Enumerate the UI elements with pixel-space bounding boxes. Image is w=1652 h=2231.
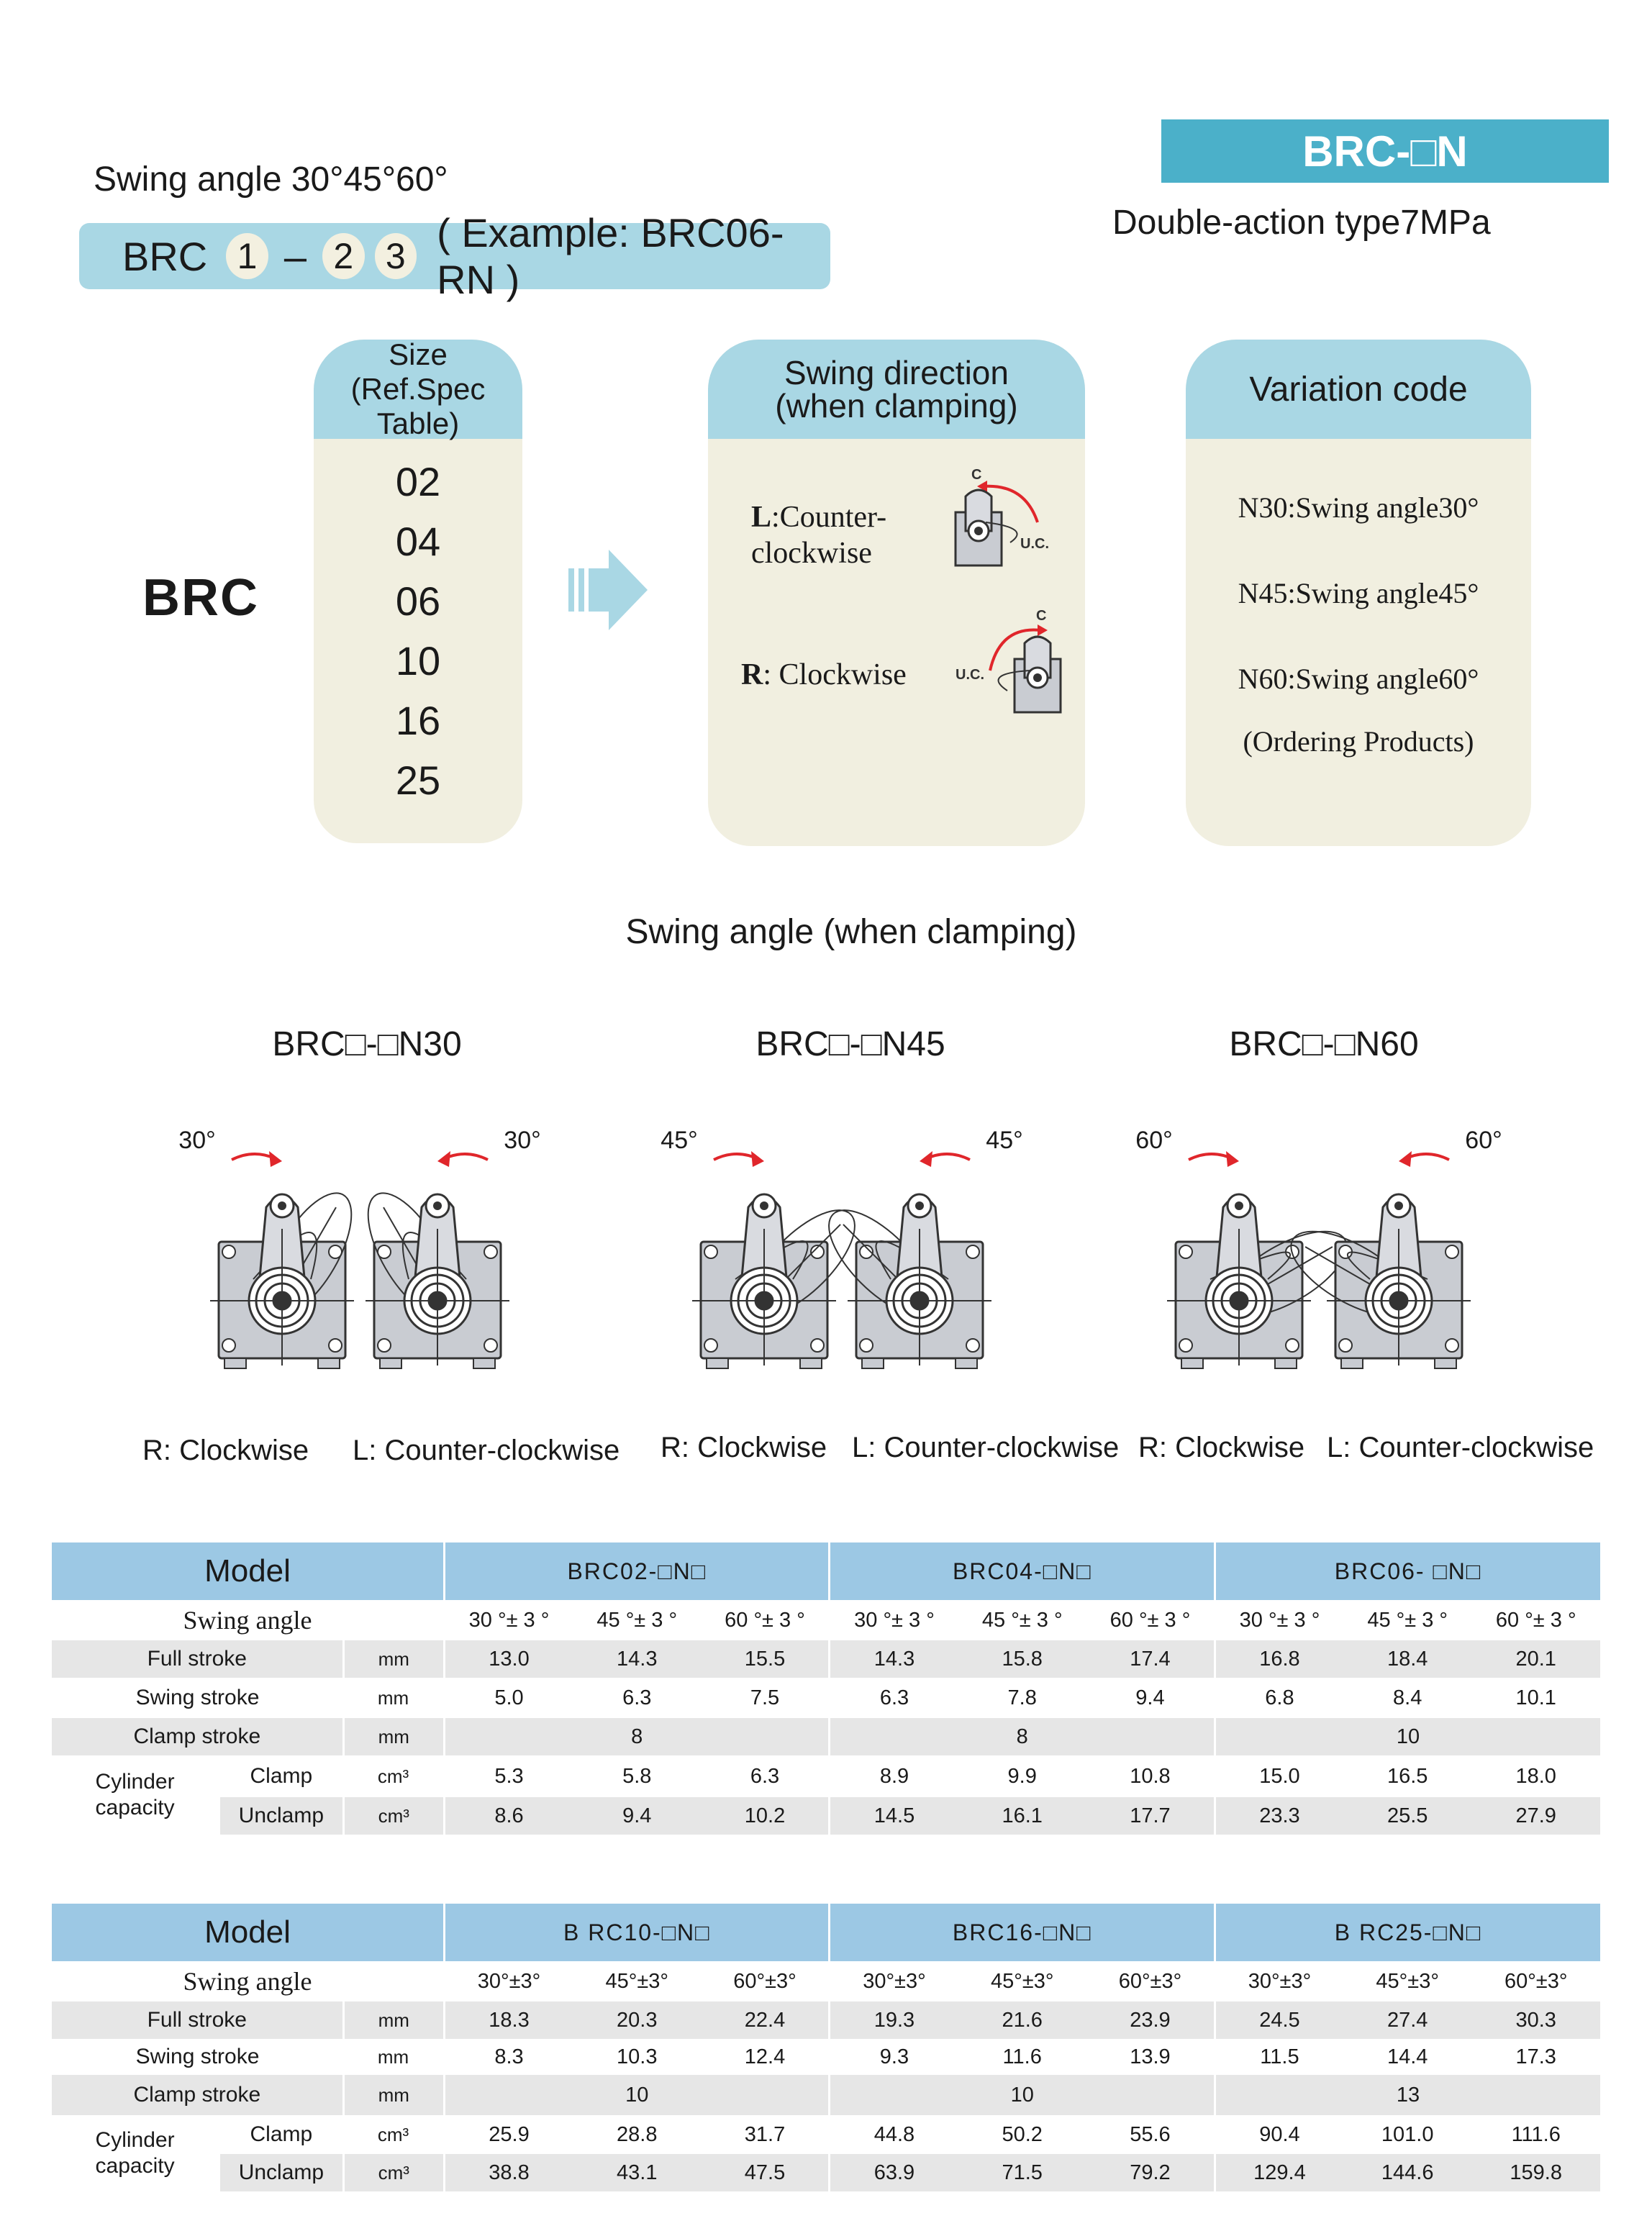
value-cell: 14.5 <box>830 1797 958 1835</box>
unit-cell: mm <box>343 1678 444 1718</box>
cylinder-capacity-label <box>52 1755 219 1835</box>
size-value: 02 <box>395 459 441 504</box>
model-brc02: BRC02-□N□ <box>445 1542 830 1600</box>
clamp-label: Clamp <box>219 2115 343 2154</box>
value-cell: 15.5 <box>701 1640 830 1678</box>
direction-head-title: Swing direction <box>784 354 1009 391</box>
value-cell: 24.5 <box>1215 2001 1343 2039</box>
series-badge: BRC-□N <box>1161 119 1609 183</box>
value-cell: 90.4 <box>1215 2115 1343 2154</box>
value-cell: 22.4 <box>701 2001 829 2039</box>
angle-label: 30° <box>504 1127 541 1154</box>
direction-box-header <box>708 340 1085 439</box>
clamp-n45-clockwise <box>661 1127 871 1368</box>
clamp-stroke-label: Clamp stroke <box>52 2075 343 2115</box>
value-cell: 31.7 <box>701 2115 829 2154</box>
svg-text:C: C <box>971 467 982 483</box>
size-head-ref: (Ref.Spec Table) <box>350 372 486 440</box>
swing-stroke-label: Swing stroke <box>52 1678 343 1718</box>
l-key: L <box>751 501 772 534</box>
cylinder-capacity-label <box>52 2115 219 2191</box>
value-cell: 15.0 <box>1215 1755 1343 1797</box>
counter-clockwise-clamp-icon <box>945 462 1075 570</box>
value-cell: 28.8 <box>573 2115 701 2154</box>
value-cell: 129.4 <box>1215 2154 1343 2191</box>
unit-cell: cm³ <box>343 2115 444 2154</box>
value-cell: 8 <box>830 1718 1215 1755</box>
size-value: 06 <box>395 578 441 624</box>
unit-cell: cm³ <box>343 1797 444 1835</box>
size-value: 10 <box>395 638 441 683</box>
value-cell: 23.9 <box>1086 2001 1215 2039</box>
cylinder-label-line1: Cylinder <box>95 1770 175 1794</box>
angle-cell: 60°±3° <box>1471 1961 1600 2001</box>
swing-angle-label: Swing angle <box>52 1600 445 1640</box>
value-cell: 9.4 <box>573 1797 701 1835</box>
code-circle-2: 2 <box>322 233 365 279</box>
code-circle-3: 3 <box>375 233 417 279</box>
value-cell: 10.1 <box>1471 1678 1600 1718</box>
full-stroke-label: Full stroke <box>52 1640 343 1678</box>
angle-cell: 45 °± 3 ° <box>1343 1600 1471 1640</box>
spec-table-2 <box>52 1904 1600 2191</box>
size-value: 16 <box>395 698 441 743</box>
value-cell: 16.1 <box>958 1797 1086 1835</box>
unclamp-label: Unclamp <box>219 1797 343 1835</box>
value-cell: 144.6 <box>1343 2154 1471 2191</box>
code-circle-1: 1 <box>226 233 268 279</box>
angle-cell: 30 °± 3 ° <box>1215 1600 1343 1640</box>
code-example: ( Example: BRC06-RN ) <box>437 210 784 302</box>
full-stroke-label: Full stroke <box>52 2001 343 2039</box>
model-brc25: B RC25-□N□ <box>1215 1904 1600 1961</box>
size-value: 25 <box>395 758 441 803</box>
angle-cell: 60°±3° <box>701 1961 829 2001</box>
value-cell: 27.9 <box>1471 1797 1600 1835</box>
angle-label: 30° <box>178 1127 216 1154</box>
model-brc10: B RC10-□N□ <box>445 1904 830 1961</box>
value-cell: 47.5 <box>701 2154 829 2191</box>
value-cell: 14.3 <box>830 1640 958 1678</box>
value-cell: 43.1 <box>573 2154 701 2191</box>
value-cell: 159.8 <box>1471 2154 1600 2191</box>
value-cell: 6.3 <box>830 1678 958 1718</box>
value-cell: 25.9 <box>445 2115 573 2154</box>
caption-r-n45: R: Clockwise <box>661 1432 827 1463</box>
value-cell: 30.3 <box>1471 2001 1600 2039</box>
variation-n45: N45:Swing angle45° <box>1238 577 1479 609</box>
value-cell: 18.0 <box>1471 1755 1600 1797</box>
ordering-products-note: (Ordering Products) <box>1243 725 1474 758</box>
variation-n30: N30:Swing angle30° <box>1238 491 1479 524</box>
clockwise-clamp-icon <box>953 599 1082 714</box>
direction-box <box>708 340 1085 846</box>
angle-cell: 30 °± 3 ° <box>445 1600 573 1640</box>
size-box <box>314 340 522 843</box>
value-cell: 13.9 <box>1086 2039 1215 2075</box>
size-value: 04 <box>395 519 441 564</box>
angle-cell: 60 °± 3 ° <box>1471 1600 1600 1640</box>
value-cell: 8.9 <box>830 1755 958 1797</box>
angle-label: 60° <box>1135 1127 1173 1154</box>
model-header: Model <box>52 1542 445 1600</box>
value-cell: 50.2 <box>958 2115 1086 2154</box>
value-cell: 9.3 <box>830 2039 958 2075</box>
l-text-2: clockwise <box>751 537 872 570</box>
value-cell: 13 <box>1215 2075 1600 2115</box>
angle-cell: 45°±3° <box>573 1961 701 2001</box>
unit-cell: cm³ <box>343 1755 444 1797</box>
value-cell: 10.3 <box>573 2039 701 2075</box>
swing-diagrams <box>0 1122 1652 1410</box>
code-dash: – <box>283 233 307 279</box>
value-cell: 71.5 <box>958 2154 1086 2191</box>
unit-cell: cm³ <box>343 2154 444 2191</box>
value-cell: 13.0 <box>445 1640 573 1678</box>
model-brc06: BRC06- □N□ <box>1215 1542 1600 1600</box>
value-cell: 17.3 <box>1471 2039 1600 2075</box>
value-cell: 10 <box>445 2075 830 2115</box>
model-code-bar <box>79 210 830 302</box>
direction-head-sub: (when clamping) <box>775 387 1018 424</box>
value-cell: 38.8 <box>445 2154 573 2191</box>
clamp-n30-counter-clockwise <box>351 1127 540 1368</box>
value-cell: 27.4 <box>1343 2001 1471 2039</box>
unit-cell: mm <box>343 1718 444 1755</box>
value-cell: 21.6 <box>958 2001 1086 2039</box>
value-cell: 10 <box>830 2075 1215 2115</box>
unit-cell: mm <box>343 2075 444 2115</box>
unit-cell: mm <box>343 1640 444 1678</box>
cylinder-label-line2: capacity <box>95 1796 175 1819</box>
swing-angle-label: Swing angle <box>52 1961 445 2001</box>
unit-cell: mm <box>343 2039 444 2075</box>
value-cell: 8.4 <box>1343 1678 1471 1718</box>
angle-cell: 30°±3° <box>830 1961 958 2001</box>
angle-cell: 45°±3° <box>1343 1961 1471 2001</box>
value-cell: 14.3 <box>573 1640 701 1678</box>
value-cell: 15.8 <box>958 1640 1086 1678</box>
value-cell: 63.9 <box>830 2154 958 2191</box>
direction-l <box>751 499 886 571</box>
svg-text:U.C.: U.C. <box>956 667 984 683</box>
value-cell: 25.5 <box>1343 1797 1471 1835</box>
angle-cell: 30°±3° <box>1215 1961 1343 2001</box>
value-cell: 10.8 <box>1086 1755 1215 1797</box>
right-arrow-icon <box>561 547 655 633</box>
angle-cell: 30 °± 3 ° <box>830 1600 958 1640</box>
value-cell: 44.8 <box>830 2115 958 2154</box>
variation-box-header: Variation code <box>1186 340 1531 439</box>
value-cell: 5.8 <box>573 1755 701 1797</box>
value-cell: 16.8 <box>1215 1640 1343 1678</box>
caption-r-n30: R: Clockwise <box>142 1435 309 1466</box>
size-box-header <box>314 340 522 439</box>
clamp-stroke-label: Clamp stroke <box>52 1718 343 1755</box>
value-cell: 23.3 <box>1215 1797 1343 1835</box>
value-cell: 8.3 <box>445 2039 573 2075</box>
angle-label: 45° <box>986 1127 1023 1154</box>
angle-label: 45° <box>661 1127 698 1154</box>
value-cell: 14.4 <box>1343 2039 1471 2075</box>
angle-cell: 45 °± 3 ° <box>573 1600 701 1640</box>
angle-cell: 60°±3° <box>1086 1961 1215 2001</box>
code-prefix: BRC <box>122 233 208 279</box>
value-cell: 10 <box>1215 1718 1600 1755</box>
cylinder-label-line1: Cylinder <box>95 2128 175 2152</box>
value-cell: 16.5 <box>1343 1755 1471 1797</box>
svg-text:C: C <box>1036 608 1047 624</box>
value-cell: 5.0 <box>445 1678 573 1718</box>
value-cell: 11.5 <box>1215 2039 1343 2075</box>
value-cell: 6.3 <box>573 1678 701 1718</box>
value-cell: 17.7 <box>1086 1797 1215 1835</box>
value-cell: 10.2 <box>701 1797 830 1835</box>
value-cell: 20.3 <box>573 2001 701 2039</box>
swing-angle-title: Swing angle 30°45°60° <box>94 160 448 199</box>
value-cell: 6.8 <box>1215 1678 1343 1718</box>
value-cell: 11.6 <box>958 2039 1086 2075</box>
caption-l-n30: L: Counter-clockwise <box>353 1435 620 1466</box>
unit-cell: mm <box>343 2001 444 2039</box>
value-cell: 101.0 <box>1343 2115 1471 2154</box>
value-cell: 8.6 <box>445 1797 573 1835</box>
value-cell: 19.3 <box>830 2001 958 2039</box>
value-cell: 9.9 <box>958 1755 1086 1797</box>
r-text: : Clockwise <box>763 658 907 691</box>
angle-cell: 60 °± 3 ° <box>701 1600 830 1640</box>
clamp-n30-clockwise <box>178 1127 368 1368</box>
model-n30-title: BRC□-□N30 <box>272 1025 462 1063</box>
double-action-subtitle: Double-action type7MPa <box>1112 204 1491 242</box>
spec-table-1 <box>52 1542 1600 1835</box>
caption-l-n60: L: Counter-clockwise <box>1327 1432 1594 1463</box>
swing-section-title: Swing angle (when clamping) <box>625 913 1077 951</box>
unclamp-label: Unclamp <box>219 2154 343 2191</box>
value-cell: 18.3 <box>445 2001 573 2039</box>
value-cell: 79.2 <box>1086 2154 1215 2191</box>
clamp-n45-counter-clockwise <box>813 1127 1023 1368</box>
value-cell: 55.6 <box>1086 2115 1215 2154</box>
value-cell: 18.4 <box>1343 1640 1471 1678</box>
model-n45-title: BRC□-□N45 <box>755 1025 945 1063</box>
model-n60-title: BRC□-□N60 <box>1229 1025 1419 1063</box>
caption-l-n45: L: Counter-clockwise <box>852 1432 1120 1463</box>
caption-r-n60: R: Clockwise <box>1138 1432 1305 1463</box>
value-cell: 17.4 <box>1086 1640 1215 1678</box>
brc-label: BRC <box>142 569 259 627</box>
value-cell: 12.4 <box>701 2039 829 2075</box>
angle-label: 60° <box>1465 1127 1502 1154</box>
value-cell: 20.1 <box>1471 1640 1600 1678</box>
value-cell: 111.6 <box>1471 2115 1600 2154</box>
direction-r <box>741 658 907 692</box>
angle-cell: 30°±3° <box>445 1961 573 2001</box>
clamp-n60-clockwise <box>1135 1127 1359 1368</box>
angle-cell: 45 °± 3 ° <box>958 1600 1086 1640</box>
value-cell: 7.5 <box>701 1678 830 1718</box>
l-text: :Counter- <box>771 501 887 534</box>
cylinder-label-line2: capacity <box>95 2154 175 2178</box>
variation-box <box>1186 340 1531 846</box>
model-header: Model <box>52 1904 445 1961</box>
value-cell: 9.4 <box>1086 1678 1215 1718</box>
value-cell: 7.8 <box>958 1678 1086 1718</box>
model-brc16: BRC16-□N□ <box>830 1904 1215 1961</box>
value-cell: 5.3 <box>445 1755 573 1797</box>
size-head-title: Size <box>389 340 448 371</box>
angle-cell: 45°±3° <box>958 1961 1086 2001</box>
clamp-label: Clamp <box>219 1755 343 1797</box>
value-cell: 8 <box>445 1718 830 1755</box>
swing-stroke-label: Swing stroke <box>52 2039 343 2075</box>
svg-text:U.C.: U.C. <box>1020 536 1049 552</box>
r-key: R <box>741 658 763 691</box>
clamp-n60-counter-clockwise <box>1279 1127 1502 1368</box>
value-cell: 6.3 <box>701 1755 830 1797</box>
angle-cell: 60 °± 3 ° <box>1086 1600 1215 1640</box>
model-brc04: BRC04-□N□ <box>830 1542 1215 1600</box>
variation-n60: N60:Swing angle60° <box>1238 663 1479 695</box>
